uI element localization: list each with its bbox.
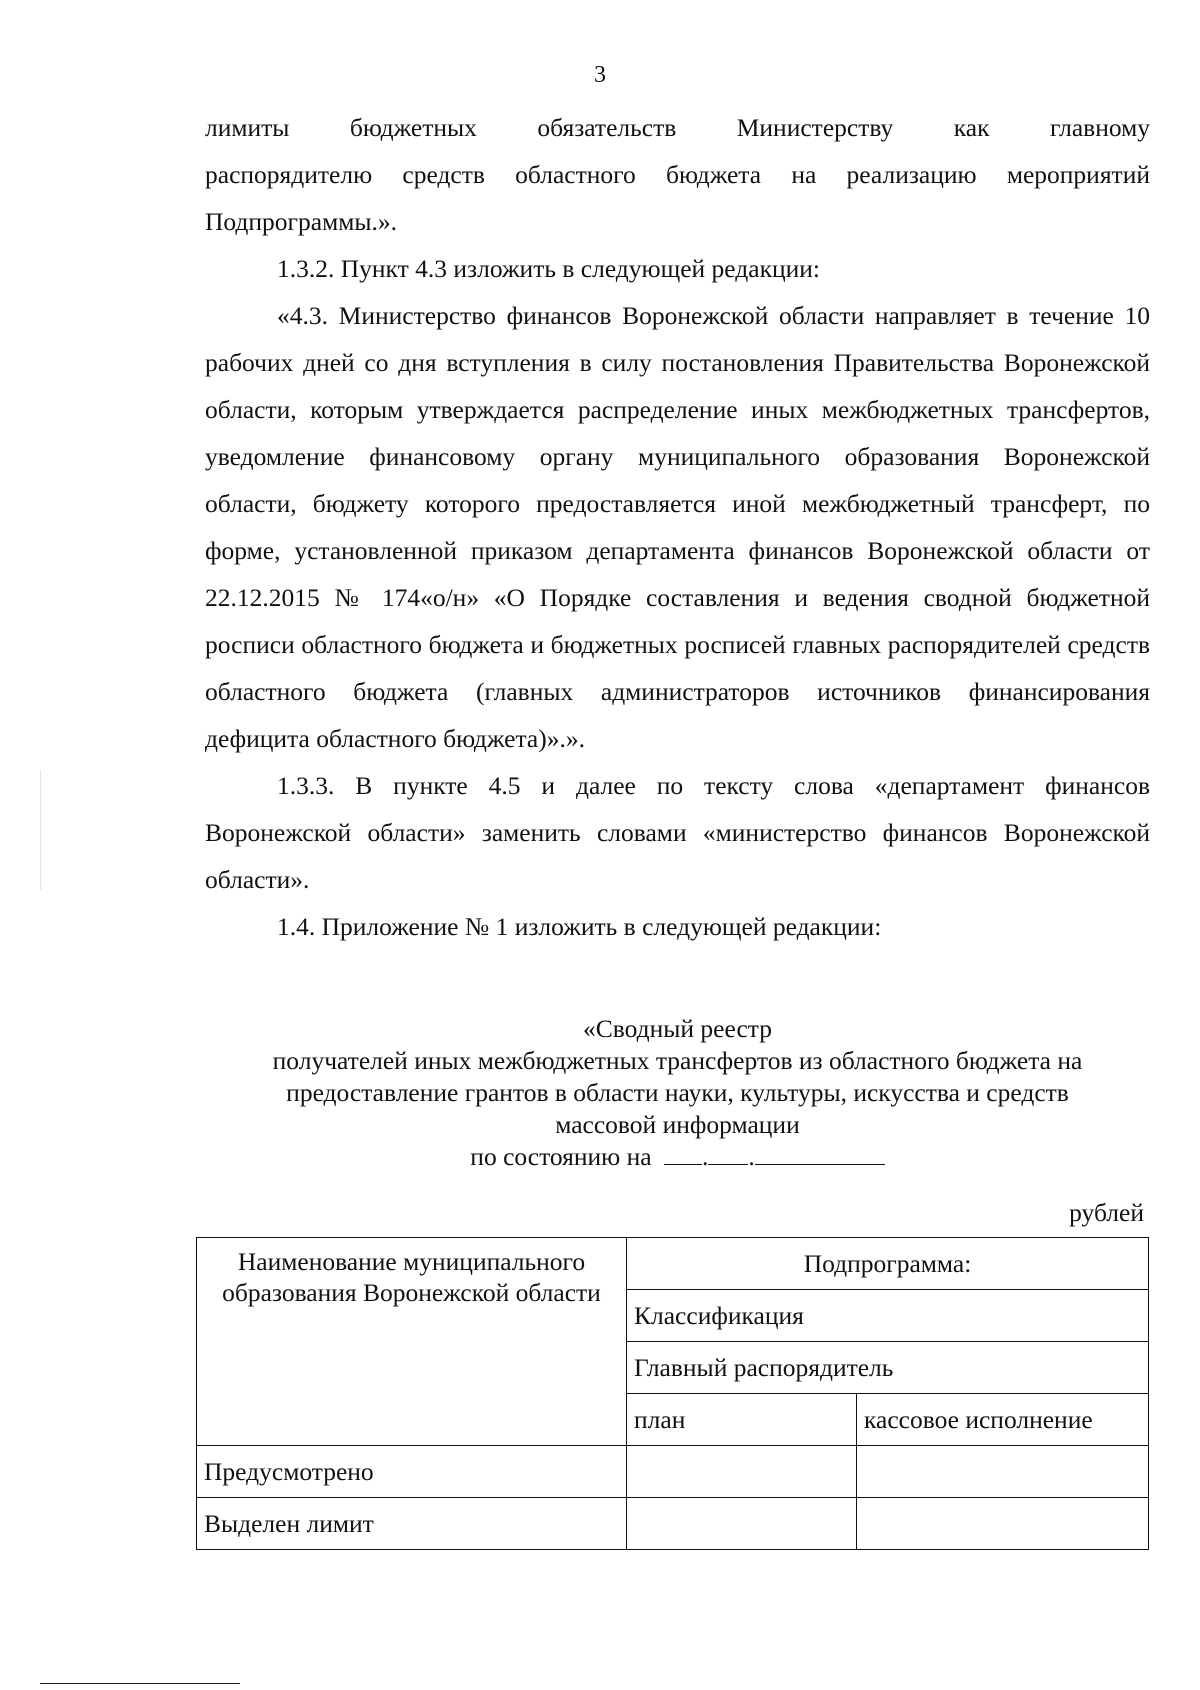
classification-header: Классификация — [627, 1290, 1149, 1342]
footnote-rule — [40, 1683, 240, 1684]
table-header-row-1 — [197, 1238, 1149, 1290]
paragraph-1-continuation: распорядителю средств областного бюджета на реализацию мероприятий Подпрограммы.». — [205, 160, 1150, 236]
cell-plan — [627, 1498, 857, 1550]
registry-status-date — [205, 1141, 1150, 1173]
paragraph-1-3-3: 1.3.3. В пункте 4.5 и далее по тексту слова «департамент финансов Воронежской области» заменить словами «министерство финансов Воронежской области». — [205, 771, 1150, 894]
scan-artifact-line — [40, 770, 41, 890]
registry-table — [196, 1237, 1149, 1550]
paragraph-4-3-text: «4.3. Министерство финансов Воронежской области направляет в течение 10 рабочих дней со дня вступления в силу постановления Правительства Воронежской области, которым утверждается распределение иных межбюджетных трансфертов, уведомление финансовому органу муниципального образования Воронежской области, бюджету которого предоставляется иной межбюджетный трансферт, по форме, установленной приказом департамента финансов Воронежской области от 22.12.2015 № 174«о/н» «О Порядке составления и ведения сводной бюджетной росписи областного бюджета и бюджетных росписей главных распорядителей средств областного бюджета (главных администраторов источников финансирования дефицита областного бюджета)».». — [205, 301, 1150, 753]
paragraph-1-3-2: 1.3.2. Пункт 4.3 изложить в следующей редакции: — [277, 254, 820, 283]
date-separator-1: . — [701, 1142, 709, 1171]
date-day-blank — [664, 1141, 702, 1165]
registry-title — [205, 1013, 1150, 1173]
page-number: 3 — [594, 62, 606, 88]
currency-unit-label: рублей — [1069, 1198, 1144, 1227]
cell-cash — [857, 1498, 1149, 1550]
document-body — [205, 104, 1150, 950]
subprogram-header: Подпрограмма: — [627, 1238, 1149, 1290]
date-year-blank — [755, 1141, 885, 1165]
date-separator-2: . — [748, 1142, 755, 1171]
table-row — [197, 1446, 1149, 1498]
table-row — [197, 1498, 1149, 1550]
cash-execution-header: кассовое исполнение — [857, 1394, 1149, 1446]
paragraph-1-first-line: лимиты бюджетных обязательств Министерству как главному — [205, 113, 1150, 142]
status-prefix: по состоянию на — [470, 1142, 652, 1171]
registry-title-line-2: получателей иных межбюджетных трансфертов из областного бюджета на предоставление грантов в области науки, культуры, искусства и средств массовой информации — [272, 1046, 1083, 1139]
cell-plan — [627, 1446, 857, 1498]
main-manager-header: Главный распорядитель — [627, 1342, 1149, 1394]
date-month-blank — [708, 1141, 748, 1165]
row-label-limit-allocated: Выделен лимит — [197, 1498, 627, 1550]
registry-title-line-1: «Сводный реестр — [583, 1014, 772, 1043]
municipality-column-header: Наименование муниципального образования Воронежской области — [197, 1238, 627, 1446]
paragraph-1-4: 1.4. Приложение № 1 изложить в следующей редакции: — [277, 912, 882, 941]
cell-cash — [857, 1446, 1149, 1498]
plan-header: план — [627, 1394, 857, 1446]
row-label-provided: Предусмотрено — [197, 1446, 627, 1498]
